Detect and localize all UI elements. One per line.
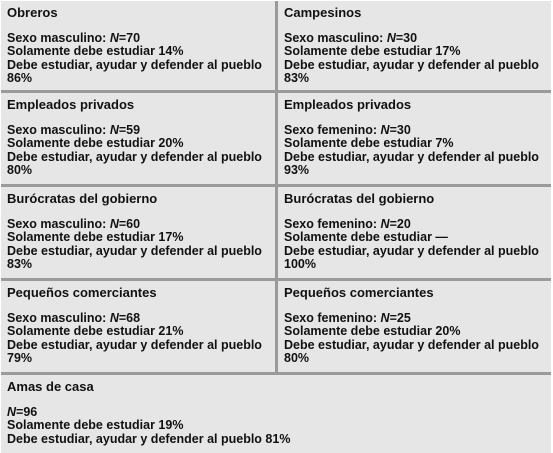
only-study-line: Solamente debe estudiar 14% <box>7 44 184 59</box>
n-symbol: N <box>109 311 119 326</box>
cell-title: Amas de casa <box>7 379 94 394</box>
n-symbol: N <box>109 217 119 232</box>
n-value: =59 <box>118 123 141 138</box>
cell-title: Pequeños comerciantes <box>284 285 434 300</box>
only-study-line: Solamente debe estudiar 20% <box>284 324 461 339</box>
study-help-defend-percent: 93% <box>284 162 310 177</box>
n-value: =70 <box>118 31 141 46</box>
n-value: =30 <box>389 123 411 138</box>
study-help-defend-percent: 80% <box>7 162 33 177</box>
study-help-defend-line: Debe estudiar, ayudar y defender al pueblo <box>284 337 539 352</box>
cell-title: Empleados privados <box>284 97 412 112</box>
results-table <box>1 1 551 450</box>
n-value: =96 <box>16 405 38 420</box>
table-cell <box>278 93 551 184</box>
only-study-line: Solamente debe estudiar 17% <box>284 44 461 59</box>
n-value: =30 <box>395 31 418 46</box>
study-help-defend-percent: 86% <box>7 70 33 85</box>
sex-label: Sexo femenino: <box>284 217 381 232</box>
sex-label: Sexo masculino: <box>284 31 387 46</box>
n-symbol: N <box>7 405 17 420</box>
table-cell <box>278 1 551 90</box>
sex-label: Sexo masculino: <box>7 311 110 326</box>
table-cell-amas-de-casa <box>1 375 551 453</box>
study-help-defend-percent: 79% <box>7 350 33 365</box>
study-help-defend-line: Debe estudiar, ayudar y defender al pueblo <box>7 57 262 72</box>
study-help-defend-line: Debe estudiar, ayudar y defender al pueblo <box>7 149 262 164</box>
n-symbol: N <box>380 217 390 232</box>
table-cell <box>278 281 551 372</box>
only-study-line: Solamente debe estudiar 7% <box>284 136 454 151</box>
only-study-line: Solamente debe estudiar — <box>284 230 448 245</box>
cell-title: Burócratas del gobierno <box>284 191 435 206</box>
n-symbol: N <box>386 31 396 46</box>
n-symbol: N <box>380 311 390 326</box>
cell-title: Campesinos <box>284 5 362 20</box>
study-help-defend-line: Debe estudiar, ayudar y defender al pueblo <box>7 337 262 352</box>
n-symbol: N <box>109 123 119 138</box>
cell-title: Pequeños comerciantes <box>7 285 157 300</box>
study-help-defend-line: Debe estudiar, ayudar y defender al pueblo <box>284 149 539 164</box>
study-help-defend-percent: 100% <box>284 256 316 271</box>
cell-title: Obreros <box>7 5 58 20</box>
only-study-line: Solamente debe estudiar 20% <box>7 136 184 151</box>
sex-label: Sexo masculino: <box>7 31 110 46</box>
cell-title: Empleados privados <box>7 97 135 112</box>
only-study-line: Solamente debe estudiar 17% <box>7 230 184 245</box>
table-cell <box>278 187 551 278</box>
table-cell <box>1 93 275 184</box>
table-cell <box>1 281 275 372</box>
n-symbol: N <box>109 31 119 46</box>
n-value: =60 <box>118 217 141 232</box>
sex-label: Sexo femenino: <box>284 123 381 138</box>
n-value: =25 <box>389 311 411 326</box>
sex-label: Sexo masculino: <box>7 217 110 232</box>
study-help-defend-line: Debe estudiar, ayudar y defender al pueblo <box>284 243 539 258</box>
table-cell <box>1 1 275 90</box>
only-study-line: Solamente debe estudiar 19% <box>7 418 184 433</box>
table-cell <box>1 187 275 278</box>
n-symbol: N <box>380 123 390 138</box>
cell-title: Burócratas del gobierno <box>7 191 158 206</box>
n-value: =68 <box>118 311 141 326</box>
sex-label: Sexo masculino: <box>7 123 110 138</box>
sex-label: Sexo femenino: <box>284 311 381 326</box>
study-help-defend-percent: 80% <box>284 350 310 365</box>
study-help-defend-percent: 83% <box>284 70 310 85</box>
only-study-line: Solamente debe estudiar 21% <box>7 324 184 339</box>
n-value: =20 <box>389 217 411 232</box>
study-help-defend-percent: 83% <box>7 256 33 271</box>
study-help-defend-line: Debe estudiar, ayudar y defender al pueblo 81% <box>7 431 291 446</box>
study-help-defend-line: Debe estudiar, ayudar y defender al pueblo <box>7 243 262 258</box>
study-help-defend-line: Debe estudiar, ayudar y defender al pueblo <box>284 57 539 72</box>
